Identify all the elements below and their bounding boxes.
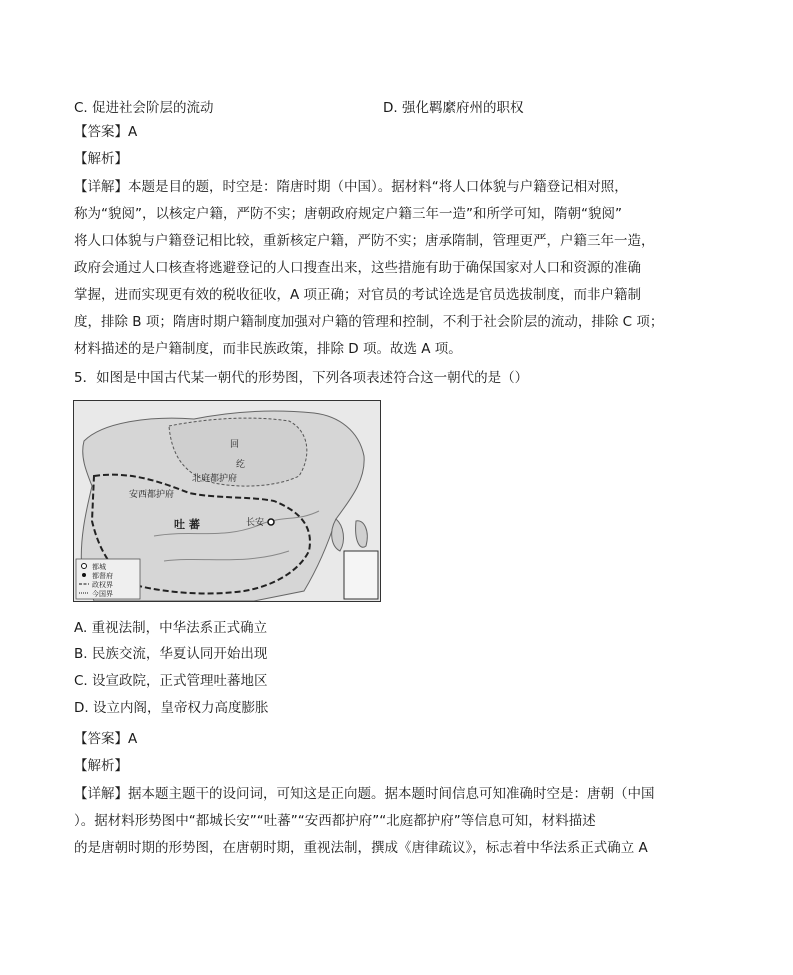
legend-item: 今国界 [92,590,113,598]
legend-capital-symbol [82,564,87,569]
map-label-region1: 回 [230,440,240,450]
legend-item: 政权界 [92,581,113,589]
q4-analysis-label: 【解析】 [74,151,128,167]
q5-option-a: A. 重视法制，中华法系正式确立 [74,620,268,636]
q4-option-d: D. 强化羁縻府州的职权 [383,100,524,116]
q5-option-b: B. 民族交流，华夏认同开始出现 [74,646,268,662]
map-label-protectorate-north: 北庭都护府 [192,474,238,484]
map-label-protectorate-west: 安西都护府 [129,490,175,500]
map-inset [344,551,378,599]
legend-protectorate-symbol [82,573,86,577]
q5-detail-line: 的是唐朝时期的形势图，在唐朝时期，重视法制，撰成《唐律疏议》，标志着中华法系正式确立 A [74,840,648,856]
q5-analysis-label: 【解析】 [74,758,128,774]
tang-dynasty-map-graphic [74,401,380,601]
q5-option-d: D. 设立内阁，皇帝权力高度膨胀 [74,700,269,716]
map-capital-marker [268,519,274,525]
legend-item: 都督府 [92,572,113,580]
historical-map [73,400,381,602]
q4-detail-line: 掌握，进而实现更有效的税收征收，A 项正确；对官员的考试诠选是官员选拔制度，而非户籍制 [74,287,642,303]
q4-detail-line: 称为“貌阅”，以核定户籍，严防不实；唐朝政府规定户籍三年一造”和所学可知，隋朝“貌阅” [74,206,622,222]
q5-stem: 5．如图是中国古代某一朝代的形势图，下列各项表述符合这一朝代的是（） [74,370,529,386]
q5-detail-line: 【详解】据本题主题干的设问词，可知这是正向题。据本题时间信息可知准确时空是：唐朝（中国 [74,786,655,802]
legend-item: 都城 [92,563,106,571]
map-label-region2: 纥 [236,460,246,470]
q4-detail-line: 政府会通过人口核查将逃避登记的人口搜查出来，这些措施有助于确保国家对人口和资源的准确 [74,260,641,276]
map-label-tubo: 吐 蕃 [174,518,200,531]
q4-detail-line: 将人口体貌与户籍登记相比较，重新核定户籍，严防不实；唐承隋制，管理更严，户籍三年一造， [74,233,655,249]
q4-answer: 【答案】A [74,124,138,140]
q4-detail-line: 度，排除 B 项；隋唐时期户籍制度加强对户籍的管理和控制，不利于社会阶层的流动，排除 C 项； [74,314,664,330]
q4-option-c: C. 促进社会阶层的流动 [74,100,214,116]
q5-answer: 【答案】A [74,731,138,747]
q5-option-c: C. 设宣政院，正式管理吐蕃地区 [74,673,268,689]
q4-detail-line: 材料描述的是户籍制度，而非民族政策，排除 D 项。故选 A 项。 [74,341,462,357]
q5-detail-line: ）。据材料形势图中“都城长安”“吐蕃”“安西都护府”“北庭都护府”等信息可知，材料描述 [74,813,596,829]
q4-detail-line: 【详解】本题是目的题，时空是：隋唐时期（中国）。据材料“将人口体貌与户籍登记相对照， [74,179,628,195]
map-label-capital: 长安 [246,518,265,528]
